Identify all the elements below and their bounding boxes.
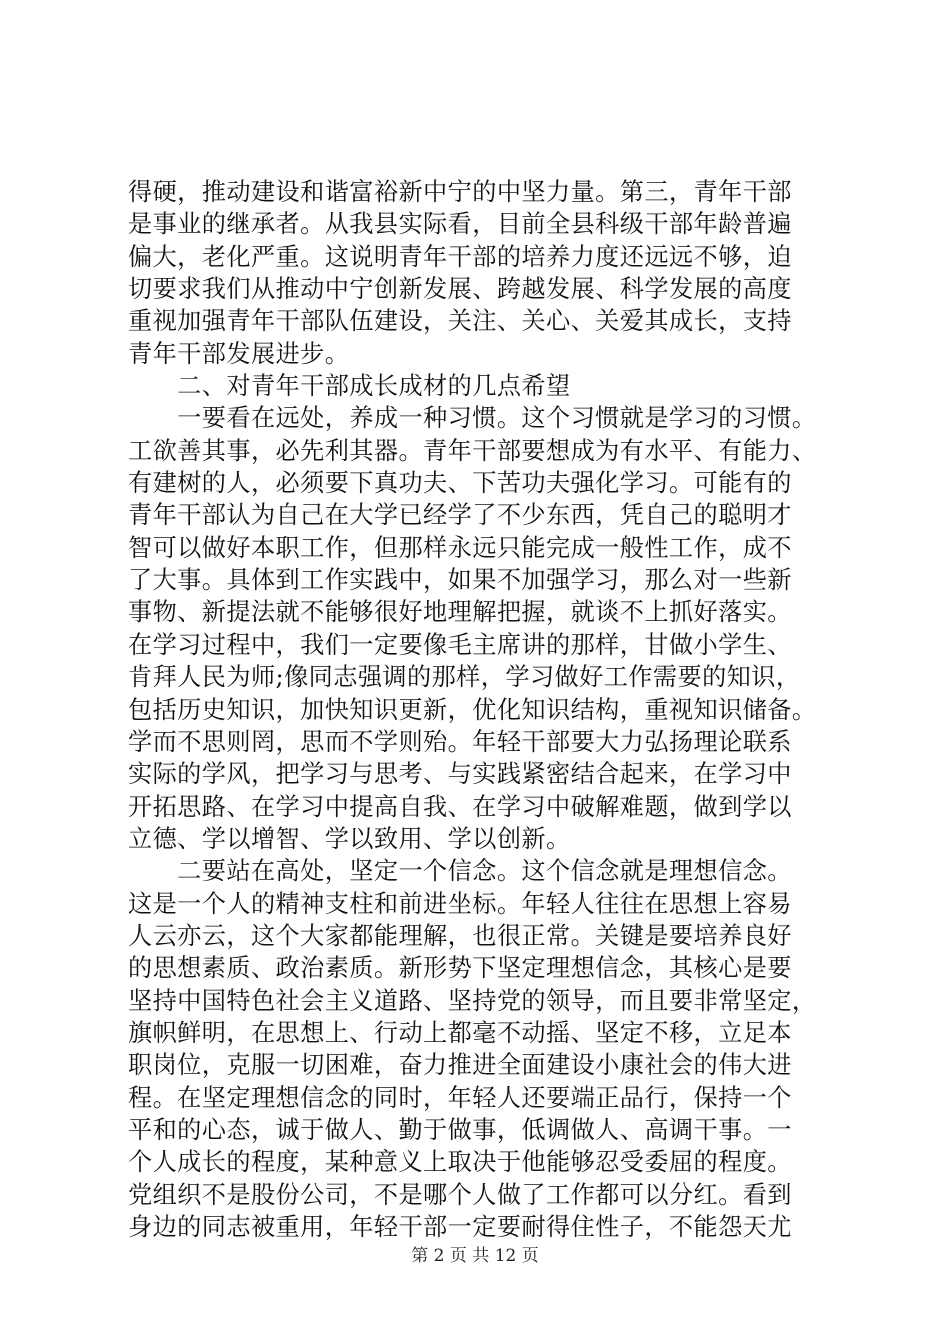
text-line: 在学习过程中，我们一定要像毛主席讲的那样，甘做小学生、 — [128, 630, 792, 659]
text-line: 有建树的人，必须要下真功夫、下苦功夫强化学习。可能有的 — [128, 469, 792, 498]
text-line: 二要站在高处，坚定一个信念。这个信念就是理想信念。 — [128, 857, 792, 886]
text-line: 平和的心态，诚于做人、勤于做事，低调做人、高调干事。一 — [128, 1115, 792, 1144]
text-line: 实际的学风，把学习与思考、与实践紧密结合起来，在学习中 — [128, 760, 792, 789]
page-number-footer: 第 2 页 共 12 页 — [411, 1246, 539, 1266]
text-line: 人云亦云，这个大家都能理解，也很正常。关键是要培养良好 — [128, 921, 792, 950]
text-line: 是事业的继承者。从我县实际看，目前全县科级干部年龄普遍 — [128, 210, 792, 239]
text-line: 职岗位，克服一切困难，奋力推进全面建设小康社会的伟大进 — [128, 1051, 792, 1080]
text-line: 青年干部认为自己在大学已经学了不少东西，凭自己的聪明才 — [128, 501, 792, 530]
text-line: 肯拜人民为师;像同志强调的那样，学习做好工作需要的知识， — [128, 663, 801, 692]
text-line: 了大事。具体到工作实践中，如果不加强学习，那么对一些新 — [128, 566, 792, 595]
text-line: 这是一个人的精神支柱和前进坐标。年轻人往往在思想上容易 — [128, 889, 792, 918]
text-line: 青年干部发展进步。 — [128, 339, 350, 368]
text-line: 立德、学以增智、学以致用、学以创新。 — [128, 824, 571, 853]
text-line: 工欲善其事，必先利其器。青年干部要想成为有水平、有能力、 — [128, 436, 817, 465]
text-line: 的思想素质、政治素质。新形势下坚定理想信念，其核心是要 — [128, 954, 792, 983]
text-line: 切要求我们从推动中宁创新发展、跨越发展、科学发展的高度 — [128, 275, 792, 304]
text-line: 开拓思路、在学习中提高自我、在学习中破解难题，做到学以 — [128, 792, 792, 821]
text-line: 旗帜鲜明，在思想上、行动上都毫不动摇、坚定不移，立足本 — [128, 1018, 792, 1047]
text-line: 坚持中国特色社会主义道路、坚持党的领导，而且要非常坚定， — [128, 986, 817, 1015]
text-line: 一要看在远处，养成一种习惯。这个习惯就是学习的习惯。 — [128, 404, 817, 433]
text-line: 个人成长的程度，某种意义上取决于他能够忍受委屈的程度。 — [128, 1148, 792, 1177]
text-line: 智可以做好本职工作，但那样永远只能完成一般性工作，成不 — [128, 533, 792, 562]
text-line: 党组织不是股份公司，不是哪个人做了工作都可以分红。看到 — [128, 1180, 792, 1209]
text-line: 学而不思则罔，思而不学则殆。年轻干部要大力弘扬理论联系 — [128, 727, 792, 756]
text-line: 得硬，推动建设和谐富裕新中宁的中坚力量。第三，青年干部 — [128, 178, 792, 206]
text-line: 重视加强青年干部队伍建设，关注、关心、关爱其成长，支持 — [128, 307, 792, 336]
text-line: 身边的同志被重用，年轻干部一定要耐得住性子，不能怨天尤 — [128, 1213, 792, 1241]
text-line: 程。在坚定理想信念的同时，年轻人还要端正品行，保持一个 — [128, 1083, 792, 1112]
text-line: 偏大，老化严重。这说明青年干部的培养力度还远远不够，迫 — [128, 242, 792, 271]
section-heading: 二、对青年干部成长成材的几点希望 — [128, 372, 571, 401]
text-line: 包括历史知识，加快知识更新，优化知识结构，重视知识储备。 — [128, 695, 817, 724]
text-line: 事物、新提法就不能够很好地理解把握，就谈不上抓好落实。 — [128, 598, 792, 627]
body-text — [128, 176, 828, 1243]
